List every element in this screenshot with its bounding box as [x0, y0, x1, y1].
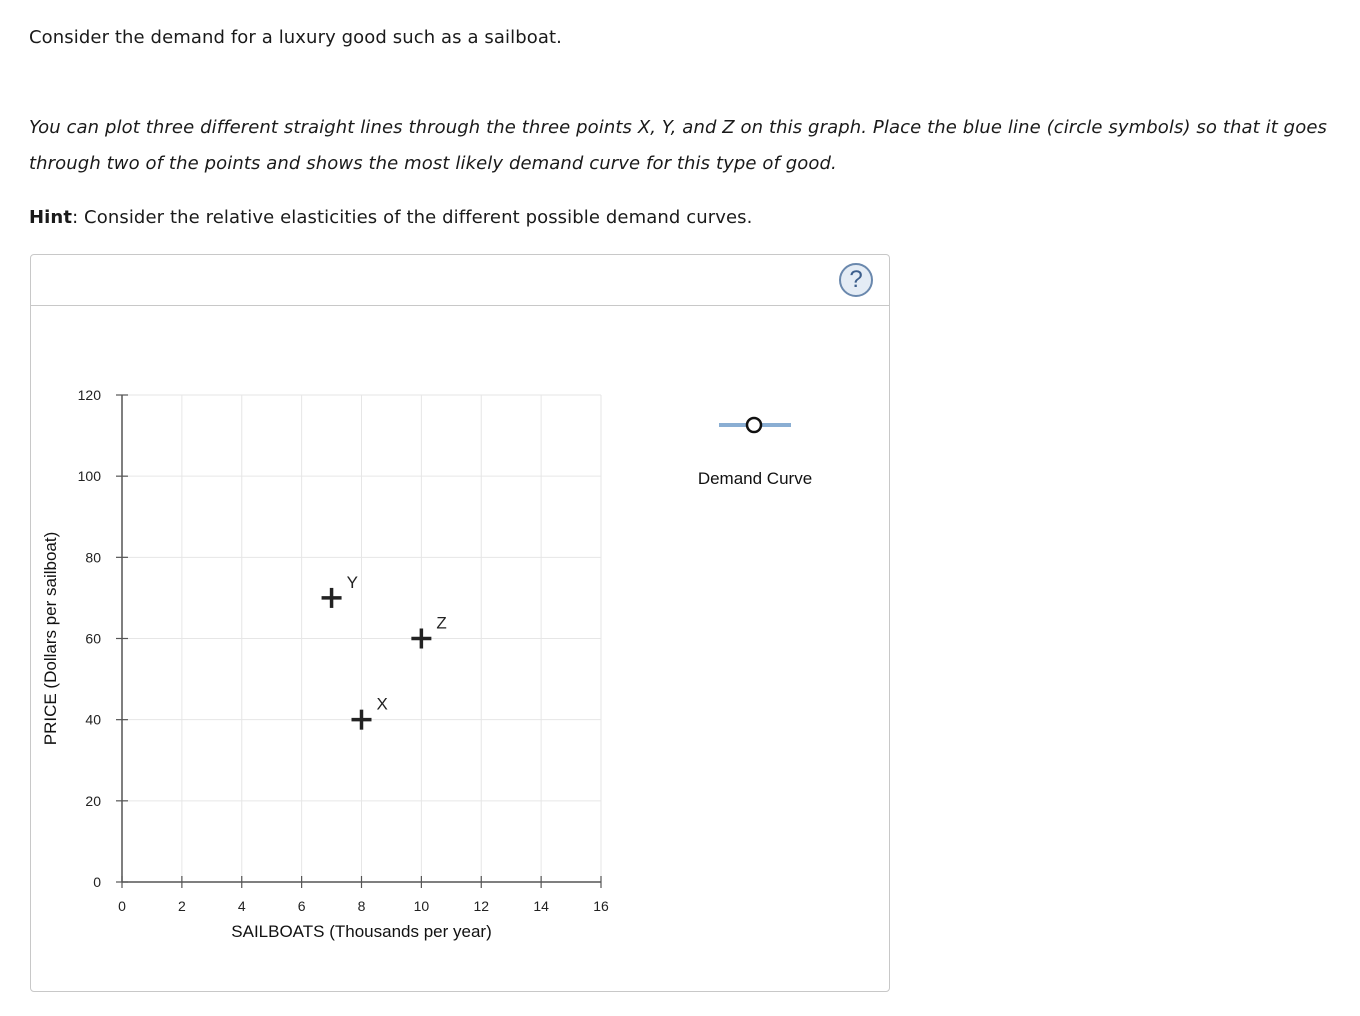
hint-label: Hint [29, 207, 73, 228]
chart-grid [122, 395, 601, 882]
question-instructions: You can plot three different straight lines through the three points X, Y, and Z on this graph. Place the blue line (circle symbols) so that it goes through two of the points and shows the most likely demand curve for this type of good. [29, 117, 1327, 174]
x-tick-label: 6 [297, 898, 306, 914]
circle-symbol-icon[interactable] [747, 418, 761, 432]
y-tick-label: 20 [85, 792, 101, 809]
hint-body: : Consider the relative elasticities of the different possible demand curves. [72, 207, 753, 228]
point-label: Z [436, 613, 447, 633]
x-tick-label: 12 [473, 898, 490, 914]
x-tick-label: 4 [237, 898, 246, 914]
x-tick-label: 0 [118, 898, 126, 914]
hint-text [29, 200, 752, 236]
point-z-marker [411, 629, 431, 649]
point-label: Y [346, 572, 358, 592]
point-label: X [376, 694, 388, 714]
x-tick-label: 10 [413, 898, 430, 914]
question-circle-icon[interactable]: ? [839, 263, 873, 297]
y-axis-title: PRICE (Dollars per sailboat) [41, 531, 60, 746]
legend-demand-curve[interactable] [698, 418, 812, 488]
question-intro: Consider the demand for a luxury good such as a sailboat. [29, 27, 562, 48]
x-tick-label: 8 [357, 898, 366, 914]
chart-axes [116, 395, 601, 888]
x-tick-label: 14 [533, 898, 549, 914]
y-tick-label: 40 [85, 711, 101, 728]
x-tick-label: 2 [177, 898, 186, 914]
chart-tick-labels [78, 387, 609, 914]
y-tick-label: 120 [77, 387, 101, 403]
y-tick-label: 80 [85, 549, 101, 566]
y-tick-label: 60 [85, 630, 101, 647]
x-axis-title: SAILBOATS (Thousands per year) [231, 922, 492, 941]
graph-area[interactable] [31, 255, 889, 991]
chart-points [322, 573, 447, 730]
legend-label: Demand Curve [697, 469, 813, 488]
y-tick-label: 0 [93, 874, 101, 890]
point-x-marker [352, 710, 372, 730]
graph-panel [30, 254, 890, 992]
y-tick-label: 100 [77, 468, 101, 485]
point-y-marker [322, 588, 342, 608]
x-tick-label: 16 [593, 898, 609, 914]
